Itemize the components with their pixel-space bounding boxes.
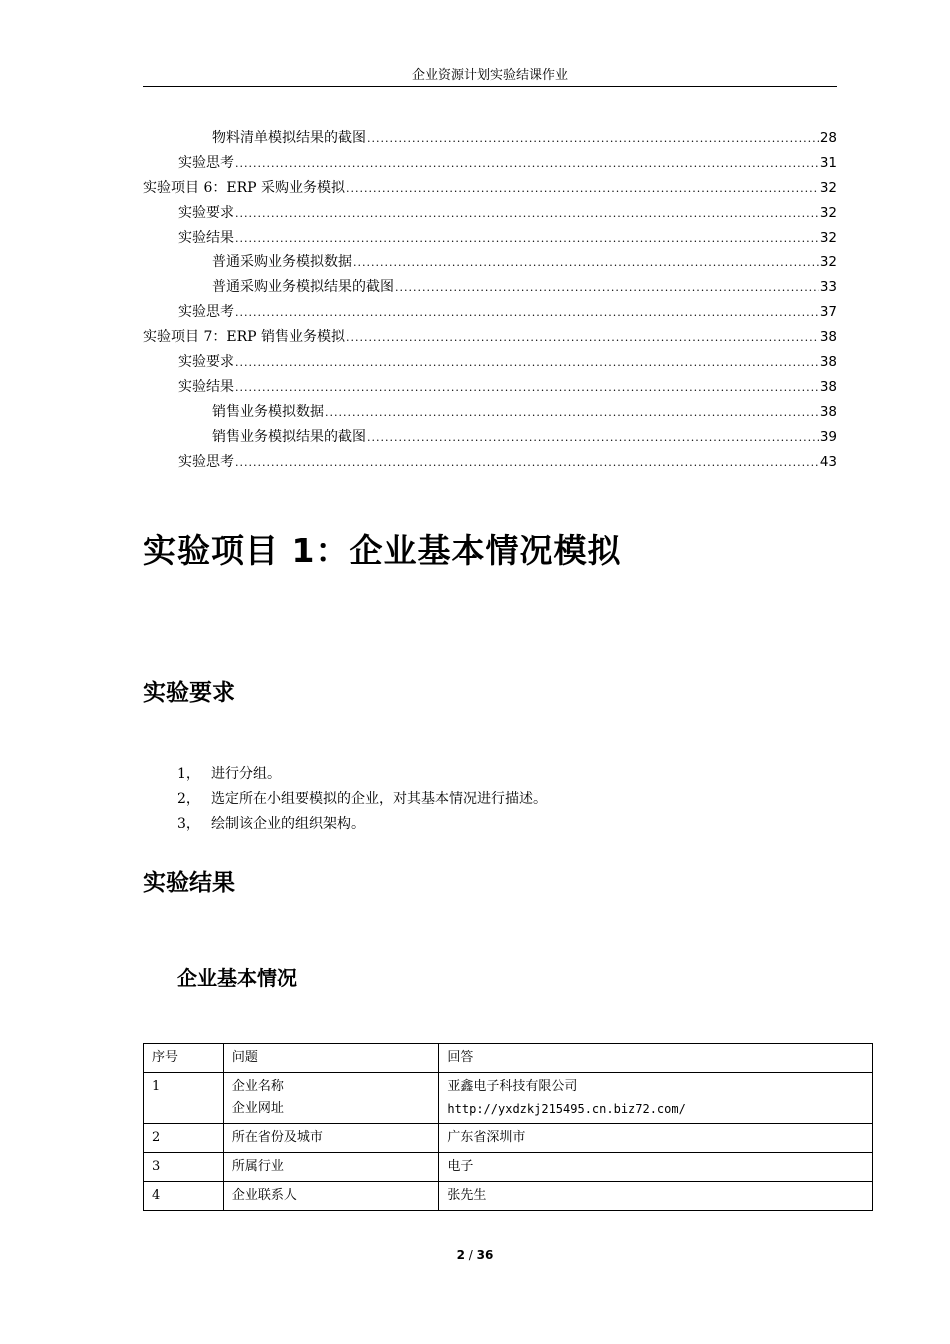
toc-entry-title: 实验思考 [178,453,234,470]
toc-leader-dots [367,426,819,451]
list-item [177,812,547,837]
header-title: 企业资源计划实验结课作业 [411,68,568,83]
toc-entry-page: 32 [819,254,837,271]
results-heading: 实验结果 [143,870,235,896]
toc-entry[interactable] [143,275,837,300]
toc-entry[interactable] [143,325,837,350]
toc-leader-dots [395,276,819,301]
list-item-number: 2， [177,791,200,807]
toc-leader-dots [235,301,819,326]
toc-entry[interactable] [143,151,837,176]
toc-entry-page: 32 [819,179,837,196]
company-info-table [143,1043,873,1211]
toc-entry[interactable] [143,226,837,251]
table-cell-answer: 广东省深圳市 [439,1124,873,1153]
list-item [177,787,547,812]
requirements-list [177,762,547,837]
table-header-row [144,1044,873,1073]
table-row [144,1073,873,1124]
toc-entry[interactable] [143,201,837,226]
toc-entry-page: 37 [819,304,837,321]
toc-leader-dots [235,227,819,252]
table-header-cell: 问题 [223,1044,439,1073]
toc-entry-page: 43 [819,453,837,470]
toc-entry-title: 普通采购业务模拟结果的截图 [212,279,394,296]
toc-entry[interactable] [143,375,837,400]
answer-text: 亚鑫电子科技有限公司 [447,1079,578,1094]
toc-entry-title: 实验项目 6：ERP 采购业务模拟 [143,179,345,196]
toc-entry[interactable] [143,400,837,425]
toc-leader-dots [235,202,819,227]
toc-entry-title: 实验思考 [178,304,234,321]
toc-leader-dots [346,326,819,351]
table-of-contents [143,126,837,474]
toc-entry-page: 31 [819,154,837,171]
table-cell-question: 企业联系人 [223,1182,439,1211]
requirements-heading: 实验要求 [143,680,235,706]
toc-leader-dots [346,177,819,202]
table-row [144,1124,873,1153]
toc-entry-page: 38 [819,354,837,371]
toc-entry-title: 销售业务模拟结果的截图 [212,428,366,445]
toc-leader-dots [235,152,819,177]
table-cell-answer [439,1073,873,1124]
list-item [177,762,547,787]
toc-entry-page: 38 [819,378,837,395]
toc-entry-title: 物料清单模拟结果的截图 [212,130,366,146]
toc-entry[interactable] [143,126,837,151]
table-cell-no: 3 [144,1153,224,1182]
page-number-separator: / [464,1248,477,1262]
toc-entry-page: 38 [819,329,837,346]
website-link[interactable]: http://yxdzkj215495.cn.biz72.com/ [447,1102,686,1116]
page-footer [0,1248,950,1262]
toc-entry-page: 38 [819,403,837,420]
list-item-text: 选定所在小组要模拟的企业，对其基本情况进行描述。 [211,791,547,807]
table-cell-no: 4 [144,1182,224,1211]
list-item-number: 3， [177,816,200,832]
toc-entry-title: 实验要求 [178,204,234,221]
toc-entry[interactable] [143,176,837,201]
toc-entry-title: 实验结果 [178,229,234,246]
page-number-total: 36 [476,1248,494,1262]
table-cell-question: 所属行业 [223,1153,439,1182]
toc-entry[interactable] [143,350,837,375]
toc-entry[interactable] [143,250,837,275]
toc-entry[interactable] [143,450,837,475]
list-item-text: 绘制该企业的组织架构。 [211,816,365,832]
toc-entry-page: 32 [819,204,837,221]
toc-leader-dots [235,376,819,401]
list-item-text: 进行分组。 [211,766,281,782]
toc-entry-title: 普通采购业务模拟数据 [212,254,352,271]
table-cell-question: 所在省份及城市 [223,1124,439,1153]
toc-leader-dots [367,127,819,152]
toc-leader-dots [353,251,819,276]
page-number-current: 2 [456,1248,465,1262]
toc-entry-title: 销售业务模拟数据 [212,403,324,420]
toc-entry-page: 32 [819,229,837,246]
toc-entry[interactable] [143,425,837,450]
table-cell-no: 1 [144,1073,224,1124]
toc-entry[interactable] [143,300,837,325]
table-row [144,1182,873,1211]
subsection-heading: 企业基本情况 [177,966,297,990]
toc-entry-title: 实验项目 7：ERP 销售业务模拟 [143,329,345,346]
toc-entry-title: 实验结果 [178,378,234,395]
table-cell-no: 2 [144,1124,224,1153]
table-row [144,1153,873,1182]
section-title: 实验项目 1：企业基本情况模拟 [143,531,622,570]
table-cell-answer: 张先生 [439,1182,873,1211]
toc-entry-page: 28 [819,130,837,146]
toc-entry-page: 33 [819,279,837,296]
table-header-cell: 回答 [439,1044,873,1073]
page-header [143,68,837,87]
list-item-number: 1， [177,766,200,782]
toc-leader-dots [325,401,819,426]
toc-leader-dots [235,351,819,376]
table-cell-answer: 电子 [439,1153,873,1182]
toc-entry-title: 实验要求 [178,354,234,371]
toc-entry-page: 39 [819,428,837,445]
toc-leader-dots [235,451,819,476]
table-cell-question [223,1073,439,1124]
table-header-cell: 序号 [144,1044,224,1073]
question-text: 企业网址 [231,1101,284,1116]
question-text: 企业名称 [231,1079,284,1094]
toc-entry-title: 实验思考 [178,154,234,171]
